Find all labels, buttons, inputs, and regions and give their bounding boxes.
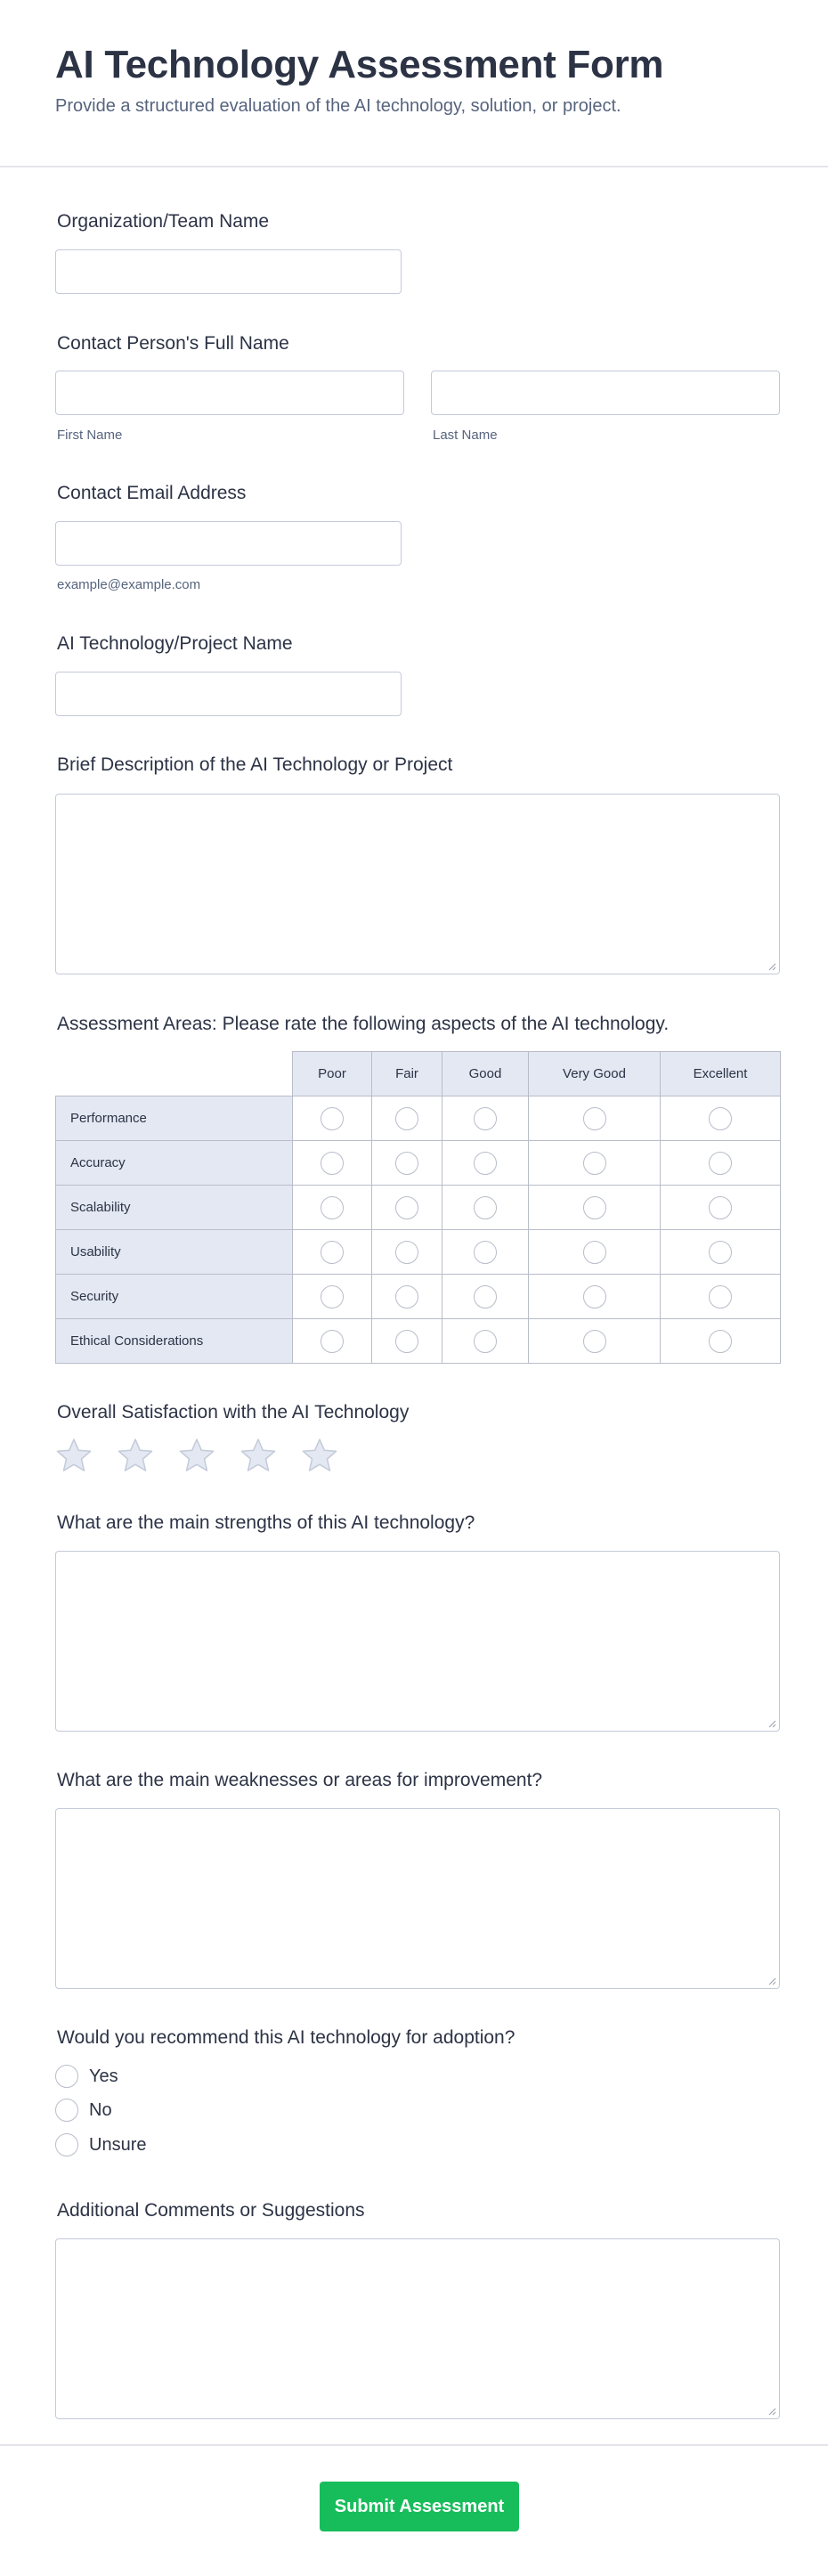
matrix-corner <box>56 1052 293 1096</box>
footer-divider <box>0 2444 828 2446</box>
matrix-radio[interactable] <box>709 1285 732 1308</box>
organization-input[interactable] <box>55 249 402 294</box>
matrix-column-header: Very Good <box>529 1052 661 1096</box>
matrix-radio[interactable] <box>709 1107 732 1130</box>
organization-label: Organization/Team Name <box>57 211 270 232</box>
resize-grip-icon[interactable] <box>767 961 776 971</box>
matrix-radio[interactable] <box>474 1330 497 1353</box>
matrix-column-header: Poor <box>293 1052 372 1096</box>
matrix-row <box>56 1319 781 1364</box>
description-textarea[interactable] <box>55 794 780 974</box>
radio-option-label: Unsure <box>89 2135 147 2155</box>
project-name-input[interactable] <box>55 672 402 716</box>
matrix-radio[interactable] <box>474 1285 497 1308</box>
email-sublabel: example@example.com <box>57 577 201 592</box>
strengths-textarea[interactable] <box>55 1551 780 1732</box>
matrix-radio[interactable] <box>321 1152 344 1175</box>
matrix-row <box>56 1141 781 1186</box>
star-icon[interactable] <box>239 1438 277 1473</box>
star-icon[interactable] <box>55 1438 93 1473</box>
email-field[interactable] <box>55 521 402 566</box>
matrix-radio[interactable] <box>583 1152 606 1175</box>
matrix-radio[interactable] <box>395 1107 418 1130</box>
resize-grip-icon[interactable] <box>767 2406 776 2416</box>
resize-grip-icon[interactable] <box>767 1718 776 1728</box>
matrix-radio[interactable] <box>474 1241 497 1264</box>
matrix-radio[interactable] <box>395 1285 418 1308</box>
assessment-matrix <box>55 1051 780 1364</box>
matrix-row <box>56 1186 781 1230</box>
matrix-radio[interactable] <box>395 1330 418 1353</box>
matrix-row-label: Accuracy <box>56 1141 293 1186</box>
form-header <box>0 0 828 167</box>
matrix-radio[interactable] <box>709 1330 732 1353</box>
matrix-radio[interactable] <box>395 1152 418 1175</box>
comments-textarea[interactable] <box>55 2238 780 2419</box>
matrix-row-label: Performance <box>56 1096 293 1141</box>
matrix-row-label: Usability <box>56 1230 293 1275</box>
contact-name-label: Contact Person's Full Name <box>57 333 289 354</box>
matrix-radio[interactable] <box>474 1196 497 1219</box>
matrix-radio[interactable] <box>709 1241 732 1264</box>
page-title: AI Technology Assessment Form <box>55 43 664 86</box>
matrix-column-header: Good <box>442 1052 529 1096</box>
last-name-input[interactable] <box>431 371 780 415</box>
weaknesses-label: What are the main weaknesses or areas for improvement? <box>57 1770 543 1790</box>
first-name-sublabel: First Name <box>57 428 123 443</box>
matrix-radio[interactable] <box>321 1196 344 1219</box>
matrix-row-label: Security <box>56 1275 293 1319</box>
matrix-radio[interactable] <box>474 1107 497 1130</box>
matrix-column-header: Fair <box>372 1052 442 1096</box>
matrix-radio[interactable] <box>321 1330 344 1353</box>
matrix-radio[interactable] <box>709 1196 732 1219</box>
satisfaction-label: Overall Satisfaction with the AI Technology <box>57 1402 410 1423</box>
weaknesses-textarea[interactable] <box>55 1808 780 1989</box>
radio-button[interactable] <box>55 2099 78 2122</box>
matrix-radio[interactable] <box>583 1285 606 1308</box>
matrix-radio[interactable] <box>583 1107 606 1130</box>
radio-option-label: No <box>89 2100 112 2120</box>
matrix-row <box>56 1096 781 1141</box>
matrix-radio[interactable] <box>583 1241 606 1264</box>
matrix-radio[interactable] <box>321 1107 344 1130</box>
resize-grip-icon[interactable] <box>767 1976 776 1985</box>
star-icon[interactable] <box>117 1438 154 1473</box>
matrix-radio[interactable] <box>395 1196 418 1219</box>
radio-button[interactable] <box>55 2133 78 2156</box>
submit-button[interactable]: Submit Assessment <box>320 2482 519 2531</box>
first-name-input[interactable] <box>55 371 404 415</box>
matrix-row-label: Ethical Considerations <box>56 1319 293 1364</box>
description-label: Brief Description of the AI Technology or Project <box>57 754 453 775</box>
radio-button[interactable] <box>55 2065 78 2088</box>
radio-option-label: Yes <box>89 2067 118 2086</box>
last-name-sublabel: Last Name <box>433 428 498 443</box>
matrix-row <box>56 1230 781 1275</box>
strengths-label: What are the main strengths of this AI technology? <box>57 1512 475 1533</box>
matrix-row-label: Scalability <box>56 1186 293 1230</box>
matrix-radio[interactable] <box>583 1196 606 1219</box>
star-icon[interactable] <box>178 1438 215 1473</box>
matrix-radio[interactable] <box>474 1152 497 1175</box>
matrix-column-header: Excellent <box>661 1052 781 1096</box>
matrix-label: Assessment Areas: Please rate the following aspects of the AI technology. <box>57 1014 670 1034</box>
matrix-radio[interactable] <box>709 1152 732 1175</box>
email-label: Contact Email Address <box>57 483 247 503</box>
matrix-row <box>56 1275 781 1319</box>
matrix-radio[interactable] <box>321 1285 344 1308</box>
page-subtitle: Provide a structured evaluation of the AI technology, solution, or project. <box>55 96 621 116</box>
star-icon[interactable] <box>301 1438 338 1473</box>
matrix-radio[interactable] <box>395 1241 418 1264</box>
comments-label: Additional Comments or Suggestions <box>57 2200 365 2221</box>
matrix-radio[interactable] <box>583 1330 606 1353</box>
matrix-radio[interactable] <box>321 1241 344 1264</box>
project-name-label: AI Technology/Project Name <box>57 633 293 654</box>
recommend-label: Would you recommend this AI technology for adoption? <box>57 2027 515 2048</box>
